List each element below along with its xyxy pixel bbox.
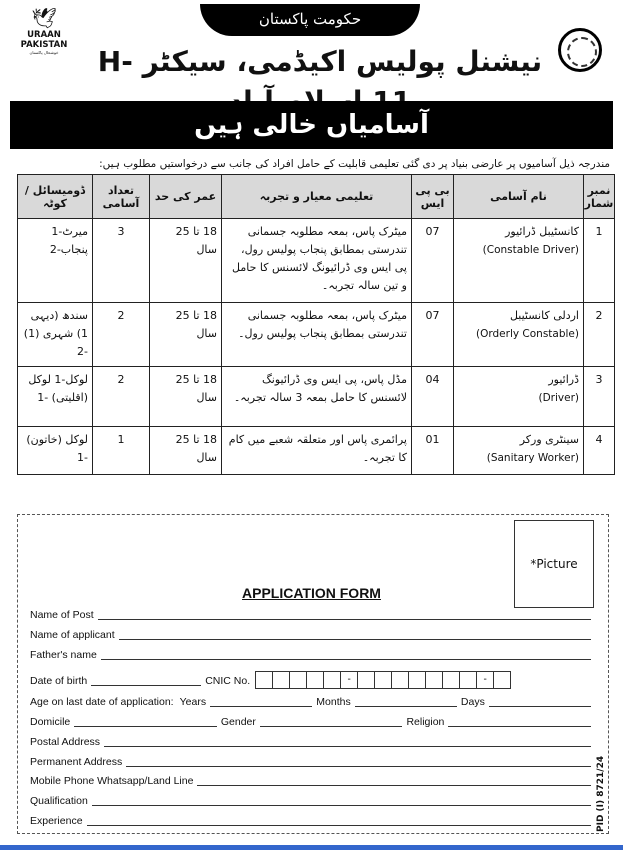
postal-address-row (30, 734, 595, 750)
months-field[interactable] (355, 695, 457, 707)
pid-number: PID (I) 8721/24 (596, 755, 606, 832)
cell-post (454, 303, 584, 367)
post-urdu: اردلی کانسٹیبل (509, 309, 579, 322)
gender-label: Gender (220, 716, 256, 728)
post-english: (Orderly Constable) (476, 328, 579, 340)
table-row (18, 367, 615, 427)
cell-domicile: میرٹ-1 پنجاب-2 (18, 219, 93, 303)
cnic-dash: - (476, 671, 494, 689)
cell-age: 18 تا 25 سال (150, 303, 222, 367)
cell-no: 2 (584, 303, 615, 367)
uraan-tagline: خوشحال پاکستان (29, 50, 59, 55)
fathers-name-field[interactable] (101, 648, 591, 660)
cell-bps: 07 (412, 219, 454, 303)
cell-count: 1 (93, 427, 150, 475)
postal-address-field[interactable] (104, 735, 591, 747)
domicile-field[interactable] (74, 715, 217, 727)
header-no: نمبر شمار (584, 175, 615, 219)
cell-qualification: میٹرک پاس، بمعہ مطلوبہ جسمانی تندرستی بمطابق پنجاب پولیس رول، پی ایس وی ڈرائیونگ لائسنس کا حامل و تین سالہ تجربہ۔ (222, 219, 412, 303)
permanent-address-row (30, 754, 595, 770)
qualification-field[interactable] (92, 794, 591, 806)
picture-box[interactable]: *Picture (514, 520, 594, 608)
mobile-row (30, 773, 595, 789)
religion-label: Religion (406, 716, 445, 728)
cell-age: 18 تا 25 سال (150, 367, 222, 427)
cnic-field[interactable] (256, 671, 511, 689)
cell-age: 18 تا 25 سال (150, 219, 222, 303)
months-label: Months (316, 696, 351, 708)
page-title: نیشنل پولیس اکیڈمی، سیکٹر H- (97, 45, 543, 78)
post-english: (Driver) (538, 392, 579, 404)
cell-qualification: میٹرک پاس، بمعہ مطلوبہ جسمانی تندرستی بمطابق پنجاب پولیس رول۔ (222, 303, 412, 367)
name-of-post-label: Name of Post (30, 609, 94, 621)
vacancies-table (17, 174, 615, 475)
name-of-applicant-row (30, 627, 595, 643)
header-bps: بی پی ایس (412, 175, 454, 219)
cell-bps: 07 (412, 303, 454, 367)
name-of-applicant-label: Name of applicant (30, 629, 115, 641)
domicile-label: Domicile (30, 716, 71, 728)
gender-field[interactable] (260, 715, 403, 727)
cell-post (454, 367, 584, 427)
cell-domicile: سندھ (دیہی 1) شہری (1) -2 (18, 303, 93, 367)
fathers-name-row (30, 647, 595, 663)
cell-count: 2 (93, 367, 150, 427)
cell-qualification: مڈل پاس، پی ایس وی ڈرائیونگ لائسنس کا حامل بمعہ 3 سالہ تجربہ۔ (222, 367, 412, 427)
table-row (18, 219, 615, 303)
cell-post (454, 427, 584, 475)
cell-bps: 04 (412, 367, 454, 427)
permanent-address-field[interactable] (126, 755, 591, 767)
header-domicile: ڈومیسائل / کوٹہ (18, 175, 93, 219)
dob-cnic-row (30, 669, 595, 689)
uraan-pakistan-logo (14, 6, 74, 84)
uraan-title: URAAN PAKISTAN (20, 30, 68, 50)
form-title (0, 585, 623, 601)
days-field[interactable] (489, 695, 591, 707)
post-urdu: سینٹری ورکر (519, 433, 579, 446)
cell-no: 3 (584, 367, 615, 427)
post-english: (Sanitary Worker) (486, 452, 579, 464)
cell-age: 18 تا 25 سال (150, 427, 222, 475)
domicile-row (30, 714, 595, 730)
form-title-text: APPLICATION FORM (242, 585, 381, 601)
cell-bps: 01 (412, 427, 454, 475)
experience-field[interactable] (87, 814, 591, 826)
dob-field[interactable] (91, 674, 201, 686)
cnic-label: CNIC No. (205, 675, 251, 687)
mobile-field[interactable] (197, 774, 591, 786)
table-row (18, 303, 615, 367)
post-urdu: ڈرائیور (548, 373, 579, 386)
cell-no: 4 (584, 427, 615, 475)
qualification-label: Qualification (30, 795, 88, 807)
cell-domicile: لوکل-1 لوکل (اقلیتی) -1 (18, 367, 93, 427)
age-row (30, 694, 595, 710)
table-header-row (18, 175, 615, 219)
post-english: (Constable Driver) (482, 244, 579, 256)
table-row (18, 427, 615, 475)
cell-qualification: پرائمری پاس اور متعلقہ شعبے میں کام کا تجربہ۔ (222, 427, 412, 475)
religion-field[interactable] (448, 715, 591, 727)
cell-post (454, 219, 584, 303)
dob-label: Date of birth (30, 675, 88, 687)
intro-text: مندرجہ ذیل آسامیوں پر عارضی بنیاد پر دی گئی تعلیمی قابلیت کے حامل افراد کی جانب سے درخواستیں مطلوب ہیں: (99, 158, 610, 170)
header-count: تعداد آسامی (93, 175, 150, 219)
bottom-bar (0, 845, 623, 850)
cell-domicile: لوکل (خاتون) -1 (18, 427, 93, 475)
fathers-name-label: Father's name (30, 649, 97, 661)
experience-row (30, 813, 595, 829)
days-label: Days (460, 696, 485, 708)
postal-address-label: Postal Address (30, 736, 101, 748)
police-emblem-icon (558, 28, 602, 72)
bird-icon: 🕊 (31, 6, 57, 30)
mobile-label: Mobile Phone Whatsapp/Land Line (30, 775, 194, 787)
cell-count: 3 (93, 219, 150, 303)
govt-of-pakistan-banner: حکومت پاکستان (200, 4, 420, 36)
permanent-address-label: Permanent Address (30, 756, 123, 768)
header-post: نام آسامی (454, 175, 584, 219)
age-label: Age on last date of application: (30, 696, 174, 708)
name-of-post-row (30, 607, 595, 623)
years-field[interactable] (210, 695, 312, 707)
cnic-dash: - (340, 671, 358, 689)
qualification-row (30, 793, 595, 809)
vacancies-banner: آسامیاں خالی ہیں (10, 101, 613, 149)
header-qualification: تعلیمی معیار و تجربہ (222, 175, 412, 219)
header-age: عمر کی حد (150, 175, 222, 219)
years-label: Years (179, 696, 207, 708)
cell-no: 1 (584, 219, 615, 303)
name-of-post-field[interactable] (98, 608, 591, 620)
post-urdu: کانسٹیبل ڈرائیور (505, 225, 579, 238)
cell-count: 2 (93, 303, 150, 367)
name-of-applicant-field[interactable] (119, 628, 591, 640)
experience-label: Experience (30, 815, 83, 827)
